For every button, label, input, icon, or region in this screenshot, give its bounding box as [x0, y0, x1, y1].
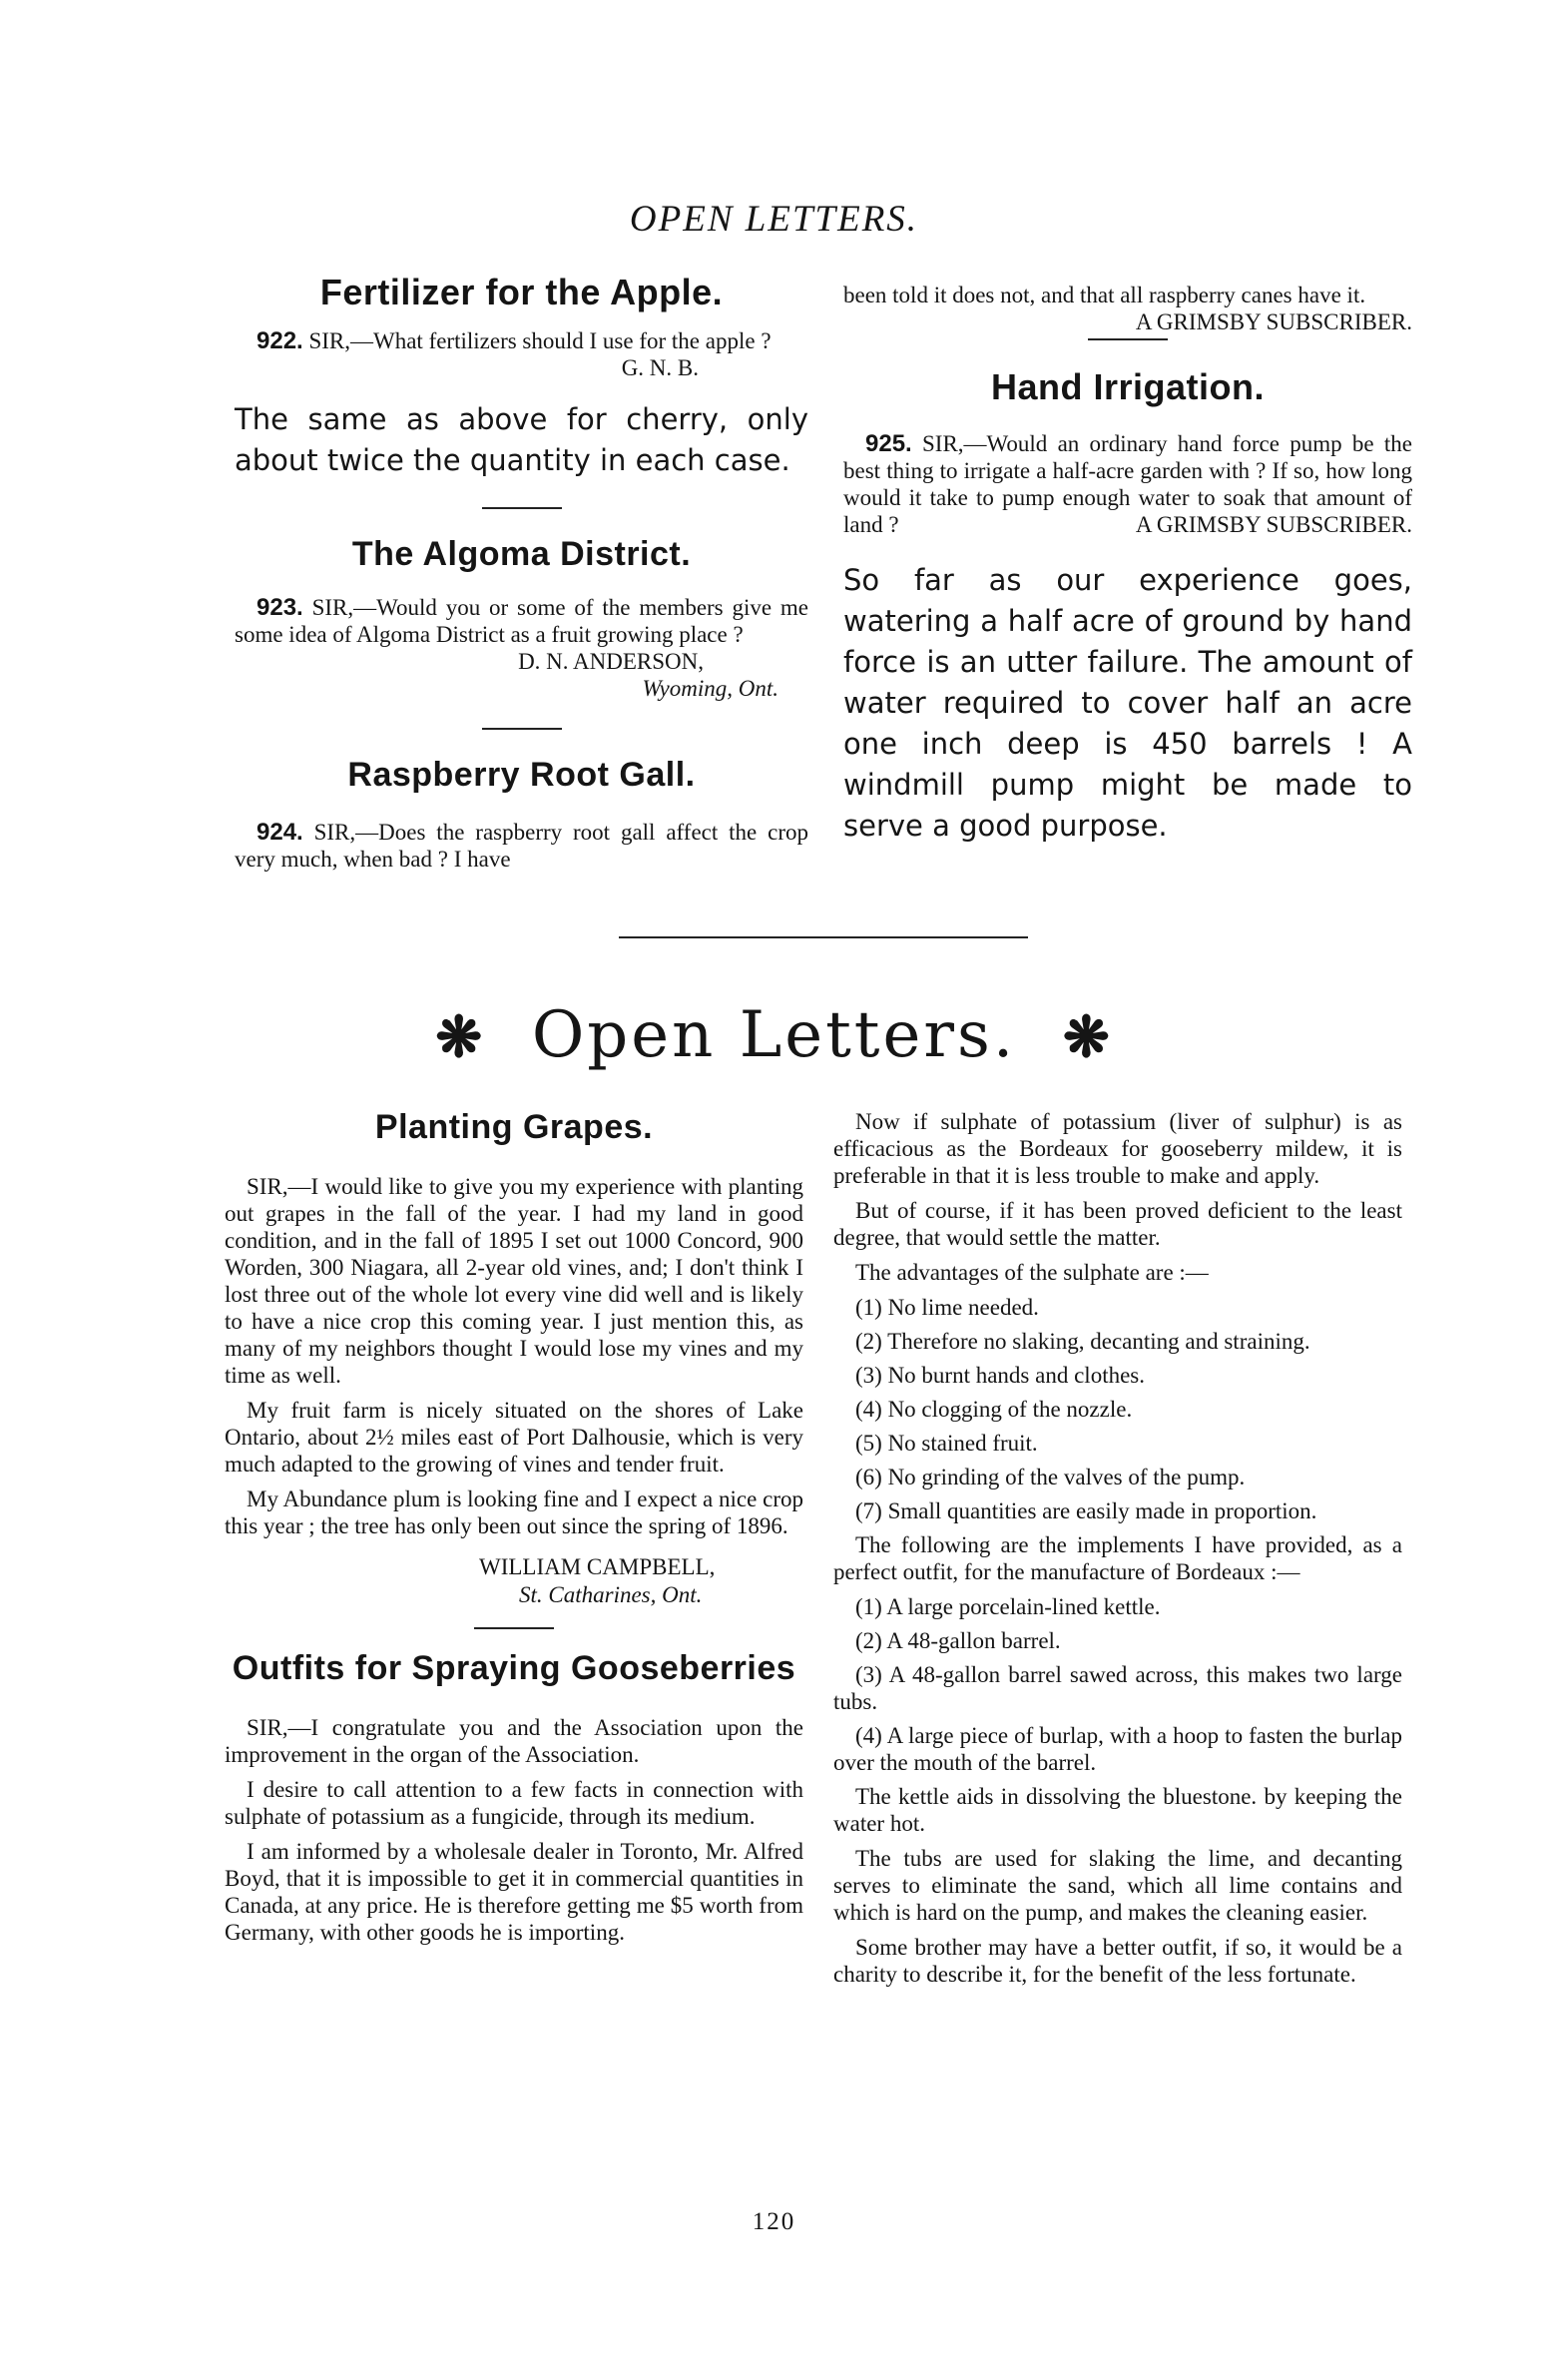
- query-number: 925.: [865, 430, 912, 457]
- bottom-left-column: [225, 1108, 803, 1954]
- section-title: [0, 998, 1548, 1072]
- list-item: (7) Small quantities are easily made in proportion.: [855, 1498, 1317, 1523]
- divider: [474, 1627, 554, 1629]
- query-text: SIR,—Would an ordinary hand force pump be the best thing to irrigate a half-acre garden with ? If so, how long would it take to pump enough water to soak that amount of land ?: [843, 431, 1412, 537]
- planting-paragraph-1: SIR,—I would like to give you my experience with planting out grapes in the fall of the year. I had my land in good condition, and in the fall of 1895 I set out 1000 Concord, 900 Worden, 300 Niagara, all 2-year old vines, and; I don't think I lost three out of the whole lot every vine did well and is likely to have a nice crop this coming year. I just mention this, as many of my neighbors thought I would lose my vines and my time as well.: [225, 1174, 803, 1388]
- query-text: SIR,—Does the raspberry root gall affect the crop very much, when bad ? I have: [235, 820, 808, 872]
- outfits-paragraph-1: SIR,—I congratulate you and the Association upon the improvement in the organ of the Association.: [225, 1715, 803, 1767]
- section-divider: [619, 936, 1028, 938]
- divider: [1088, 338, 1168, 340]
- heading-hand-irrigation: Hand Irrigation.: [990, 366, 1265, 407]
- list-item: (3) No burnt hands and clothes.: [855, 1363, 1145, 1388]
- list-item: (3) A 48-gallon barrel sawed across, this makes two large tubs.: [833, 1662, 1402, 1714]
- planting-paragraph-2: My fruit farm is nicely situated on the shores of Lake Ontario, about 2½ miles east of Port Dalhousie, which is very much adapted to the growing of vines and tender fruit.: [225, 1398, 803, 1477]
- query-number: 922.: [257, 327, 303, 354]
- signature-name: WILLIAM CAMPBELL,: [479, 1554, 716, 1579]
- heading-planting-grapes: Planting Grapes.: [374, 1108, 654, 1146]
- list-item: (2) Therefore no slaking, decanting and straining.: [855, 1329, 1310, 1354]
- heading-algoma-district: The Algoma District.: [351, 535, 692, 573]
- query-signature: A GRIMSBY SUBSCRIBER.: [1135, 309, 1412, 334]
- right-paragraph-5: The kettle aids in dissolving the bluestone. by keeping the water hot.: [833, 1784, 1402, 1836]
- answer-925: So far as our experience goes, watering a half acre of ground by hand force is an utter failure. The amount of water required to cover half an acre one inch deep is 450 barrels ! A windmill pump might be made to serve a good purpose.: [843, 563, 1412, 843]
- query-text-continued: been told it does not, and that all raspberry canes have it.: [843, 283, 1366, 307]
- asterism-icon: ❋: [1062, 1004, 1113, 1070]
- list-item: (5) No stained fruit.: [855, 1431, 1038, 1456]
- top-right-column: [843, 282, 1412, 847]
- list-item: (1) A large porcelain-lined kettle.: [855, 1594, 1161, 1619]
- query-signature: D. N. ANDERSON,: [518, 649, 704, 674]
- answer-922: The same as above for cherry, only about twice the quantity in each case.: [235, 402, 808, 477]
- running-head: OPEN LETTERS.: [629, 199, 919, 240]
- query-place: Wyoming, Ont.: [642, 676, 778, 701]
- query-923: [235, 594, 808, 702]
- right-paragraph-1: Now if sulphate of potassium (liver of sulphur) is as efficacious as the Bordeaux for gooseberry mildew, it is preferable in that it is less trouble to make and apply.: [833, 1109, 1402, 1188]
- query-text: SIR,—What fertilizers should I use for the apple ?: [308, 328, 772, 353]
- divider: [482, 507, 562, 509]
- query-signature: G. N. B.: [621, 355, 699, 380]
- query-signature: A GRIMSBY SUBSCRIBER.: [1135, 512, 1412, 537]
- asterism-icon: ❋: [435, 1004, 486, 1070]
- list-item: (4) A large piece of burlap, with a hoop to fasten the burlap over the mouth of the barrel.: [833, 1723, 1402, 1775]
- signature-place: St. Catharines, Ont.: [519, 1582, 703, 1607]
- implements-list: [833, 1593, 1402, 1776]
- heading-raspberry-root-gall: Raspberry Root Gall.: [347, 756, 696, 794]
- query-924-continued: [843, 282, 1412, 334]
- right-paragraph-4: The following are the implements I have provided, as a perfect outfit, for the manufacture of Bordeaux :—: [833, 1532, 1402, 1584]
- list-item: (1) No lime needed.: [855, 1295, 1039, 1320]
- divider: [482, 728, 562, 730]
- advantages-list: [833, 1294, 1402, 1524]
- query-text: SIR,—Would you or some of the members give me some idea of Algoma District as a fruit growing place ?: [235, 595, 808, 647]
- right-paragraph-6: The tubs are used for slaking the lime, and decanting serves to eliminate the sand, which all lime contains and which is hard on the pump, and makes the cleaning easier.: [833, 1846, 1402, 1925]
- query-number: 923.: [257, 594, 303, 621]
- right-paragraph-7: Some brother may have a better outfit, if so, it would be a charity to describe it, for the benefit of the less fortunate.: [833, 1935, 1402, 1987]
- right-paragraph-3: The advantages of the sulphate are :—: [855, 1260, 1209, 1285]
- top-left-column: [235, 272, 808, 873]
- list-item: (4) No clogging of the nozzle.: [855, 1397, 1133, 1422]
- page-number: 120: [752, 2208, 796, 2235]
- query-924: [235, 819, 808, 873]
- query-922: [235, 327, 808, 381]
- heading-outfits-spraying: Outfits for Spraying Gooseberries: [232, 1649, 796, 1687]
- query-number: 924.: [257, 819, 303, 846]
- bottom-right-column: [833, 1108, 1402, 1996]
- heading-fertilizer-apple: Fertilizer for the Apple.: [319, 272, 724, 312]
- planting-signature: [225, 1553, 803, 1609]
- list-item: (2) A 48-gallon barrel.: [855, 1628, 1061, 1653]
- planting-paragraph-3: My Abundance plum is looking fine and I expect a nice crop this year ; the tree has only been out since the spring of 1896.: [225, 1487, 803, 1538]
- outfits-paragraph-3: I am informed by a wholesale dealer in Toronto, Mr. Alfred Boyd, that it is impossible to get it in commercial quantities in Canada, at any price. He is therefore getting me $5 worth from Germany, with other goods he is importing.: [225, 1839, 803, 1945]
- list-item: (6) No grinding of the valves of the pump.: [855, 1465, 1246, 1489]
- right-paragraph-2: But of course, if it has been proved deficient to the least degree, that would settle the matter.: [833, 1198, 1402, 1250]
- section-title-text: Open Letters.: [531, 998, 1017, 1072]
- outfits-paragraph-2: I desire to call attention to a few facts in connection with sulphate of potassium as a fungicide, through its medium.: [225, 1777, 803, 1829]
- query-925: [843, 430, 1412, 538]
